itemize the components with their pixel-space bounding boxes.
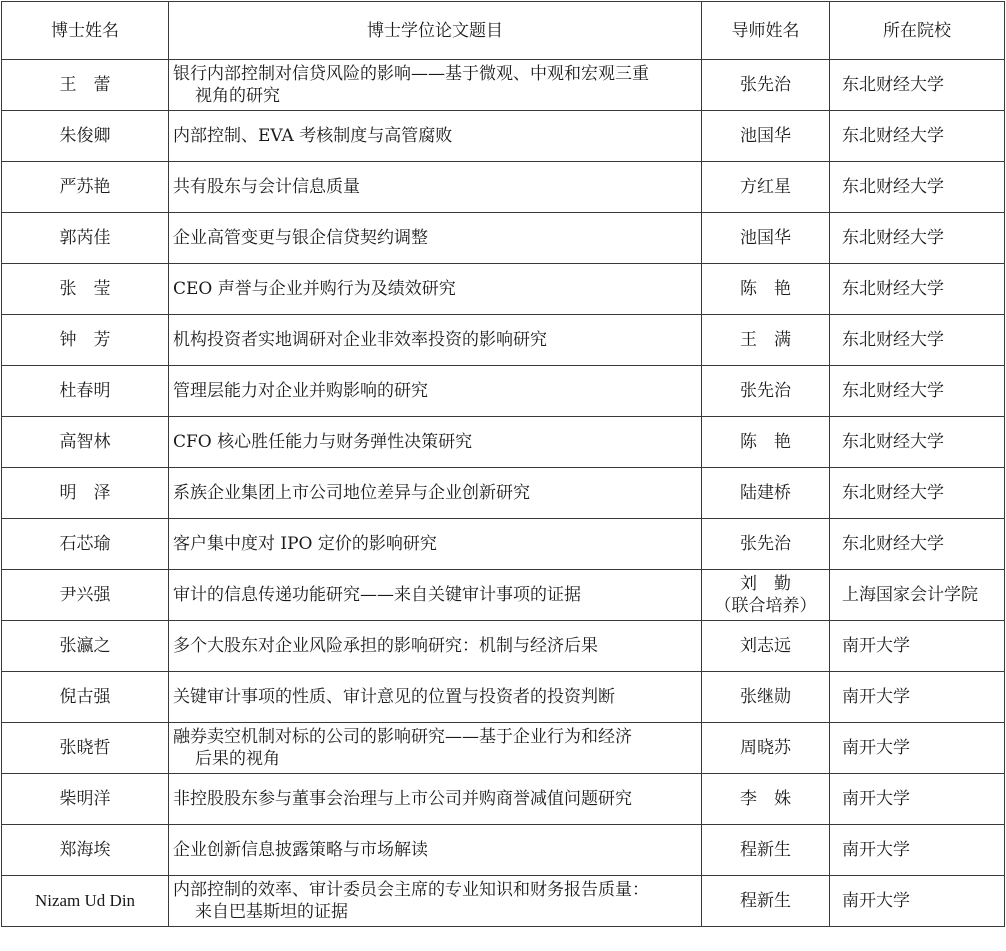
cell-school: 东北财经大学 bbox=[830, 366, 1005, 417]
cell-school: 南开大学 bbox=[830, 825, 1005, 876]
cell-thesis-title bbox=[169, 315, 702, 366]
thesis-title-line: 系族企业集团上市公司地位差异与企业创新研究 bbox=[173, 483, 530, 503]
thesis-title-line: 非控股股东参与董事会治理与上市公司并购商誉减值问题研究 bbox=[173, 789, 632, 809]
cell-thesis-title bbox=[169, 162, 702, 213]
cell-thesis-title bbox=[169, 264, 702, 315]
advisor-name: 刘 勤 bbox=[740, 574, 791, 594]
header-advisor: 导师姓名 bbox=[702, 2, 830, 60]
cell-school: 东北财经大学 bbox=[830, 111, 1005, 162]
advisor-name: 张继勋 bbox=[740, 687, 791, 707]
cell-thesis-title bbox=[169, 723, 702, 774]
cell-thesis-title bbox=[169, 213, 702, 264]
cell-thesis-title bbox=[169, 672, 702, 723]
cell-advisor-name bbox=[702, 672, 830, 723]
cell-advisor-name bbox=[702, 468, 830, 519]
cell-student-name: 王 蕾 bbox=[2, 60, 169, 111]
cell-thesis-title bbox=[169, 111, 702, 162]
cell-school: 南开大学 bbox=[830, 672, 1005, 723]
cell-thesis-title bbox=[169, 60, 702, 111]
thesis-title-continuation: 后果的视角 bbox=[195, 749, 280, 769]
cell-student-name: 张瀛之 bbox=[2, 621, 169, 672]
thesis-title-line: 多个大股东对企业风险承担的影响研究：机制与经济后果 bbox=[173, 636, 598, 656]
cell-advisor-name bbox=[702, 519, 830, 570]
cell-school: 东北财经大学 bbox=[830, 213, 1005, 264]
cell-advisor-name bbox=[702, 264, 830, 315]
thesis-title-line: 共有股东与会计信息质量 bbox=[173, 177, 360, 197]
table-row bbox=[2, 417, 1005, 468]
cell-thesis-title bbox=[169, 825, 702, 876]
cell-thesis-title bbox=[169, 468, 702, 519]
thesis-title-continuation: 来自巴基斯坦的证据 bbox=[195, 902, 348, 922]
cell-student-name: 明 泽 bbox=[2, 468, 169, 519]
table-body bbox=[2, 60, 1005, 927]
header-school: 所在院校 bbox=[830, 2, 1005, 60]
cell-student-name: 尹兴强 bbox=[2, 570, 169, 621]
cell-advisor-name bbox=[702, 774, 830, 825]
cell-advisor-name bbox=[702, 366, 830, 417]
cell-school: 东北财经大学 bbox=[830, 468, 1005, 519]
thesis-title-continuation: 视角的研究 bbox=[195, 86, 280, 106]
thesis-title-line: CEO 声誉与企业并购行为及绩效研究 bbox=[173, 279, 456, 299]
thesis-title-line: 机构投资者实地调研对企业非效率投资的影响研究 bbox=[173, 330, 547, 350]
table-row bbox=[2, 213, 1005, 264]
thesis-title-line: 管理层能力对企业并购影响的研究 bbox=[173, 381, 428, 401]
cell-student-name: 朱俊卿 bbox=[2, 111, 169, 162]
table-row bbox=[2, 774, 1005, 825]
table-row bbox=[2, 519, 1005, 570]
cell-advisor-name bbox=[702, 417, 830, 468]
table-row bbox=[2, 111, 1005, 162]
cell-school: 东北财经大学 bbox=[830, 264, 1005, 315]
advisor-name: 陈 艳 bbox=[740, 279, 791, 299]
advisor-name: 周晓苏 bbox=[740, 738, 791, 758]
cell-advisor-name bbox=[702, 876, 830, 927]
cell-thesis-title bbox=[169, 876, 702, 927]
advisor-name: 张先治 bbox=[740, 534, 791, 554]
table-row bbox=[2, 570, 1005, 621]
table-row bbox=[2, 468, 1005, 519]
advisor-name: 李 姝 bbox=[740, 789, 791, 809]
cell-student-name: 高智林 bbox=[2, 417, 169, 468]
thesis-title-line: 内部控制、EVA 考核制度与高管腐败 bbox=[173, 126, 453, 146]
cell-school: 东北财经大学 bbox=[830, 162, 1005, 213]
cell-student-name: 石芯瑜 bbox=[2, 519, 169, 570]
advisor-name: 张先治 bbox=[740, 381, 791, 401]
cell-thesis-title bbox=[169, 519, 702, 570]
cell-student-name: Nizam Ud Din bbox=[2, 876, 169, 927]
cell-school: 南开大学 bbox=[830, 774, 1005, 825]
cell-student-name: 杜春明 bbox=[2, 366, 169, 417]
thesis-title-line: 内部控制的效率、审计委员会主席的专业知识和财务报告质量： bbox=[173, 880, 649, 900]
cell-student-name: 郑海埃 bbox=[2, 825, 169, 876]
cell-school: 东北财经大学 bbox=[830, 315, 1005, 366]
table-row bbox=[2, 315, 1005, 366]
cell-school: 东北财经大学 bbox=[830, 60, 1005, 111]
advisor-name: 程新生 bbox=[740, 840, 791, 860]
cell-student-name: 郭芮佳 bbox=[2, 213, 169, 264]
advisor-name: 程新生 bbox=[740, 891, 791, 911]
cell-advisor-name bbox=[702, 162, 830, 213]
advisor-name: 张先治 bbox=[740, 75, 791, 95]
table-row bbox=[2, 825, 1005, 876]
table-row bbox=[2, 672, 1005, 723]
cell-advisor-name bbox=[702, 315, 830, 366]
cell-thesis-title bbox=[169, 621, 702, 672]
cell-school: 南开大学 bbox=[830, 621, 1005, 672]
cell-advisor-name bbox=[702, 213, 830, 264]
advisor-name: 方红星 bbox=[740, 177, 791, 197]
thesis-title-line: 企业高管变更与银企信贷契约调整 bbox=[173, 228, 428, 248]
thesis-title-line: 关键审计事项的性质、审计意见的位置与投资者的投资判断 bbox=[173, 687, 615, 707]
cell-student-name: 张晓哲 bbox=[2, 723, 169, 774]
cell-student-name: 钟 芳 bbox=[2, 315, 169, 366]
cell-advisor-name bbox=[702, 621, 830, 672]
advisor-note: （联合培养） bbox=[714, 596, 817, 616]
advisor-name: 池国华 bbox=[740, 228, 791, 248]
table-row bbox=[2, 60, 1005, 111]
table-row bbox=[2, 366, 1005, 417]
cell-advisor-name bbox=[702, 825, 830, 876]
thesis-title-line: 审计的信息传递功能研究——来自关键审计事项的证据 bbox=[173, 585, 581, 605]
cell-school: 东北财经大学 bbox=[830, 519, 1005, 570]
cell-advisor-name bbox=[702, 570, 830, 621]
table-row bbox=[2, 162, 1005, 213]
cell-student-name: 严苏艳 bbox=[2, 162, 169, 213]
thesis-title-line: 企业创新信息披露策略与市场解读 bbox=[173, 840, 428, 860]
cell-student-name: 柴明洋 bbox=[2, 774, 169, 825]
cell-thesis-title bbox=[169, 774, 702, 825]
header-title: 博士学位论文题目 bbox=[169, 2, 702, 60]
thesis-title-line: 融券卖空机制对标的公司的影响研究——基于企业行为和经济 bbox=[173, 727, 632, 747]
cell-school: 南开大学 bbox=[830, 723, 1005, 774]
cell-advisor-name bbox=[702, 723, 830, 774]
advisor-name: 陆建桥 bbox=[740, 483, 791, 503]
thesis-title-line: CFO 核心胜任能力与财务弹性决策研究 bbox=[173, 432, 473, 452]
table-row bbox=[2, 876, 1005, 927]
cell-student-name: 倪古强 bbox=[2, 672, 169, 723]
cell-thesis-title bbox=[169, 570, 702, 621]
dissertation-table bbox=[1, 1, 1005, 927]
cell-school: 上海国家会计学院 bbox=[830, 570, 1005, 621]
table-header-row bbox=[2, 2, 1005, 60]
thesis-title-line: 银行内部控制对信贷风险的影响——基于微观、中观和宏观三重 bbox=[173, 64, 649, 84]
cell-advisor-name bbox=[702, 111, 830, 162]
cell-student-name: 张 莹 bbox=[2, 264, 169, 315]
advisor-name: 陈 艳 bbox=[740, 432, 791, 452]
cell-school: 南开大学 bbox=[830, 876, 1005, 927]
cell-advisor-name bbox=[702, 60, 830, 111]
table-row bbox=[2, 264, 1005, 315]
advisor-name: 刘志远 bbox=[740, 636, 791, 656]
advisor-name: 王 满 bbox=[740, 330, 791, 350]
cell-thesis-title bbox=[169, 366, 702, 417]
thesis-title-line: 客户集中度对 IPO 定价的影响研究 bbox=[173, 534, 437, 554]
cell-thesis-title bbox=[169, 417, 702, 468]
table-row bbox=[2, 621, 1005, 672]
header-name: 博士姓名 bbox=[2, 2, 169, 60]
table-row bbox=[2, 723, 1005, 774]
cell-school: 东北财经大学 bbox=[830, 417, 1005, 468]
advisor-name: 池国华 bbox=[740, 126, 791, 146]
